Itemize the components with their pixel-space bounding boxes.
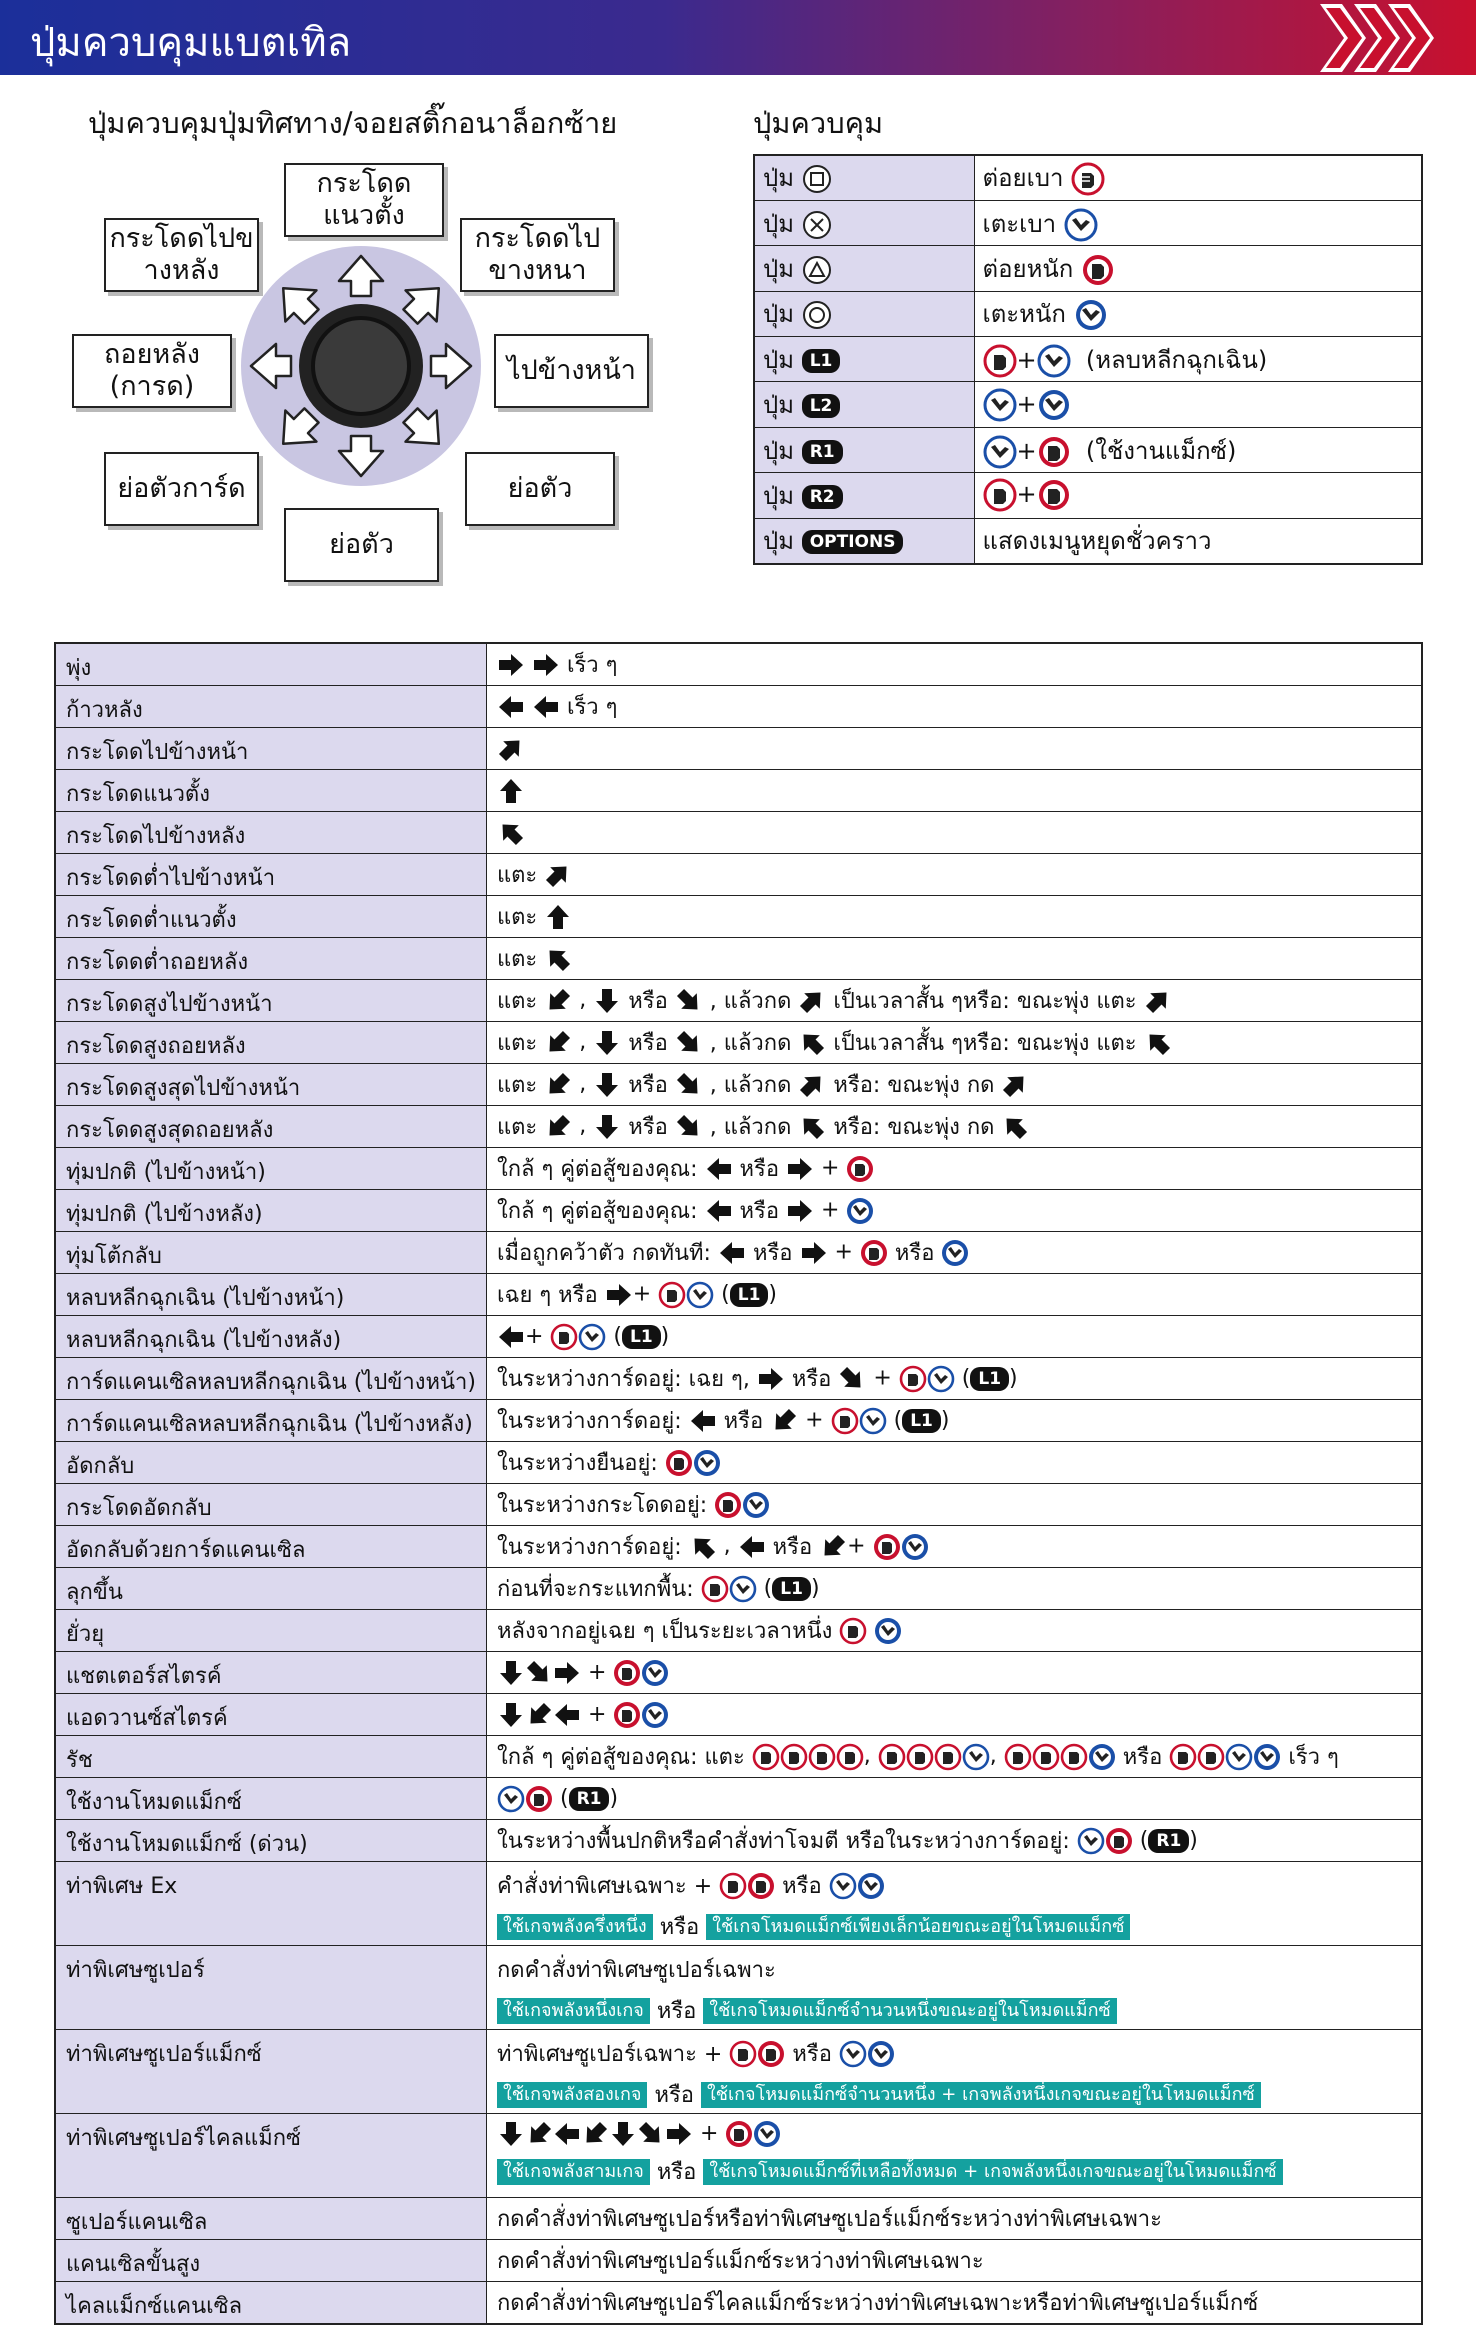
- move-command: ในระหว่างกระโดดอยู่:: [486, 1484, 1422, 1526]
- move-name: ท่าพิเศษซูเปอร์: [55, 1946, 486, 2030]
- table-row: [55, 1148, 1422, 1190]
- table-row: ปุ่ม เตะเบา: [754, 200, 1422, 245]
- arrow-db-icon: [525, 2120, 553, 2148]
- move-name: ท่าพิเศษซูเปอร์ไคลแม็กซ์: [55, 2114, 486, 2198]
- dpad-title: ปุ่มควบคุมปุ่มทิศทาง/จอยสติ๊กอนาล็อกซ้าย: [88, 106, 618, 140]
- hk-icon: [874, 1617, 902, 1645]
- l1-button-icon: L1: [730, 1283, 769, 1307]
- lp-icon: [780, 1743, 808, 1771]
- table-row: [55, 854, 1422, 896]
- arrow-ub-icon: [544, 945, 572, 973]
- arrow-u-icon: [497, 777, 525, 805]
- gauge-tag: ใช้เกจโหมดแม็กซ์จำนวนหนึ่งขณะอยู่ในโหมดแม็กซ์: [703, 1998, 1116, 2024]
- move-name: กระโดดสูงสุดถอยหลัง: [55, 1106, 486, 1148]
- l1-button-icon: L1: [622, 1325, 661, 1349]
- move-command: แตะ , หรือ , แล้วกด เป็นเวลาสั้น ๆหรือ: ขณะพุ่ง แตะ: [486, 1022, 1422, 1064]
- table-row: ปุ่ม OPTIONS แสดงเมนูหยุดชั่วคราว: [754, 518, 1422, 563]
- lp-icon: [899, 1365, 927, 1393]
- buttons-table: [753, 154, 1423, 565]
- arrow-df-icon: [838, 1365, 866, 1393]
- table-row: [55, 1400, 1422, 1442]
- move-command: [486, 812, 1422, 854]
- l1-button-icon: L1: [902, 1409, 941, 1433]
- lp-icon: [808, 1743, 836, 1771]
- gauge-tag: ใช้เกจพลังสามเกจ: [497, 2159, 650, 2185]
- lp-icon: [1197, 1743, 1225, 1771]
- arrow-b-icon: [553, 1701, 581, 1729]
- chevrons-icon: [1320, 4, 1470, 76]
- table-row: [55, 938, 1422, 980]
- arrow-ub-icon: [1144, 1029, 1172, 1057]
- hp-icon: [665, 1449, 693, 1477]
- lp-icon: [831, 1407, 859, 1435]
- arrow-b-icon: [738, 1533, 766, 1561]
- lk-icon: [497, 1785, 525, 1813]
- hp-icon: [725, 2120, 753, 2148]
- move-name: กระโดดต่ำถอยหลัง: [55, 938, 486, 980]
- arrow-db-icon: [770, 1407, 798, 1435]
- joystick-graphic: [240, 245, 482, 491]
- hp-icon: [613, 1701, 641, 1729]
- lk-icon: [983, 435, 1017, 469]
- arrow-ub-icon: [798, 1113, 826, 1141]
- cross-button-icon: [802, 210, 832, 240]
- hp-icon: [1037, 435, 1071, 469]
- arrow-ub-icon: [689, 1533, 717, 1561]
- lp-icon: [1032, 1743, 1060, 1771]
- hk-icon: [1253, 1743, 1281, 1771]
- arrow-df-icon: [525, 1659, 553, 1687]
- table-row: [55, 770, 1422, 812]
- hk-icon: [867, 2040, 895, 2068]
- move-name: แชตเตอร์สไตรค์: [55, 1652, 486, 1694]
- dpad-label-up-back: กระโดดไปข างหลัง: [104, 218, 259, 292]
- move-command: ( R1 ): [486, 1778, 1422, 1820]
- arrow-uf-icon: [798, 987, 826, 1015]
- move-command: เร็ว ๆ: [486, 643, 1422, 686]
- move-command: ก่อนที่จะกระแทกพื้น: ( L1 ): [486, 1568, 1422, 1610]
- hp-icon: [1037, 478, 1071, 512]
- lk-icon: [983, 388, 1017, 422]
- move-name: ลุกขึ้น: [55, 1568, 486, 1610]
- arrow-d-icon: [497, 1701, 525, 1729]
- lp-icon: [729, 2040, 757, 2068]
- buttons-title: ปุ่มควบคุม: [753, 106, 884, 140]
- table-row: [55, 1946, 1422, 2030]
- lk-icon: [1077, 1827, 1105, 1855]
- move-command: ในระหว่างพื้นปกติหรือคำสั่งท่าโจมตี หรือในระหว่างการ์ดอยู่: ( R1 ): [486, 1820, 1422, 1862]
- move-command: แตะ: [486, 938, 1422, 980]
- arrow-db-icon: [544, 1071, 572, 1099]
- options-button-icon: OPTIONS: [802, 530, 904, 554]
- table-row: [55, 2240, 1422, 2282]
- lp-icon: [1060, 1743, 1088, 1771]
- move-command: แตะ , หรือ , แล้วกด หรือ: ขณะพุ่ง กด: [486, 1106, 1422, 1148]
- table-row: [55, 980, 1422, 1022]
- move-command: กดคำสั่งท่าพิเศษซูเปอร์ไคลแม็กซ์ระหว่างท่าพิเศษเฉพาะหรือท่าพิเศษซูเปอร์แม็กซ์: [486, 2282, 1422, 2325]
- move-command: แตะ , หรือ , แล้วกด หรือ: ขณะพุ่ง กด: [486, 1064, 1422, 1106]
- moves-table: [54, 642, 1423, 2325]
- move-command: หลังจากอยู่เฉย ๆ เป็นระยะเวลาหนึ่ง: [486, 1610, 1422, 1652]
- lk-icon: [927, 1365, 955, 1393]
- hp-icon: [1081, 253, 1115, 287]
- table-row: [55, 1190, 1422, 1232]
- square-button-icon: [802, 164, 832, 194]
- lk-icon: [829, 1872, 857, 1900]
- move-command: ท่าพิเศษซูเปอร์เฉพาะ + หรือ ใช้เกจพลังสองเกจ หรือ ใช้เกจโหมดแม็กซ์จำนวนหนึ่ง + เกจพลังหนึ่งเกจขณะอยู่ในโหมดแม็กซ์: [486, 2030, 1422, 2114]
- move-command: กดคำสั่งท่าพิเศษซูเปอร์แม็กซ์ระหว่างท่าพิเศษเฉพาะ: [486, 2240, 1422, 2282]
- arrow-df-icon: [637, 2120, 665, 2148]
- triangle-button-icon: [802, 255, 832, 285]
- table-row: [55, 1610, 1422, 1652]
- move-name: ใช้งานโหมดแม็กซ์ (ด่วน): [55, 1820, 486, 1862]
- move-name: แคนเซิลขั้นสูง: [55, 2240, 486, 2282]
- arrow-d-icon: [609, 2120, 637, 2148]
- hk-icon: [753, 2120, 781, 2148]
- lk-icon: [1037, 344, 1071, 378]
- table-row: [55, 1106, 1422, 1148]
- arrow-db-icon: [525, 1701, 553, 1729]
- arrow-d-icon: [593, 1029, 621, 1057]
- move-command: ในระหว่างการ์ดอยู่: , หรือ +: [486, 1526, 1422, 1568]
- hp-icon: [757, 2040, 785, 2068]
- table-row: [55, 896, 1422, 938]
- lp-icon: [701, 1575, 729, 1603]
- move-name: ก้าวหลัง: [55, 686, 486, 728]
- hp-icon: [873, 1533, 901, 1561]
- arrow-d-icon: [593, 987, 621, 1015]
- move-command: +: [486, 1652, 1422, 1694]
- move-name: หลบหลีกฉุกเฉิน (ไปข้างหลัง): [55, 1316, 486, 1358]
- table-row: [55, 1820, 1422, 1862]
- gauge-tag: ใช้เกจพลังสองเกจ: [497, 2082, 647, 2108]
- arrow-df-icon: [675, 987, 703, 1015]
- hp-icon: [1105, 1827, 1133, 1855]
- arrow-db-icon: [544, 987, 572, 1015]
- gauge-tag: ใช้เกจโหมดแม็กซ์เพียงเล็กน้อยขณะอยู่ในโหมดแม็กซ์: [706, 1914, 1130, 1940]
- arrow-b-icon: [553, 2120, 581, 2148]
- hk-icon: [846, 1197, 874, 1225]
- move-name: ทุ่มโต้กลับ: [55, 1232, 486, 1274]
- move-command: เฉย ๆ หรือ + ( L1 ): [486, 1274, 1422, 1316]
- move-name: กระโดดต่ำไปข้างหน้า: [55, 854, 486, 896]
- table-row: [55, 1568, 1422, 1610]
- hk-icon: [641, 1701, 669, 1729]
- lp-icon: [983, 478, 1017, 512]
- table-row: [55, 1022, 1422, 1064]
- lp-icon: [752, 1743, 780, 1771]
- move-name: กระโดดแนวตั้ง: [55, 770, 486, 812]
- header-banner: [0, 0, 1476, 75]
- arrow-b-icon: [689, 1407, 717, 1435]
- table-row: [55, 643, 1422, 686]
- hp-icon: [525, 1785, 553, 1813]
- arrow-uf-icon: [497, 735, 525, 763]
- lk-icon: [729, 1575, 757, 1603]
- table-row: ปุ่ม L2 +: [754, 382, 1422, 427]
- l1-button-icon: L1: [970, 1367, 1009, 1391]
- arrow-db-icon: [544, 1029, 572, 1057]
- move-name: ทุ่มปกติ (ไปข้างหลัง): [55, 1190, 486, 1232]
- hk-icon: [742, 1491, 770, 1519]
- move-name: พุ่ง: [55, 643, 486, 686]
- arrow-b-icon: [705, 1155, 733, 1183]
- move-name: ซูเปอร์แคนเซิล: [55, 2198, 486, 2240]
- arrow-f-icon: [757, 1365, 785, 1393]
- r1-button-icon: R1: [569, 1787, 610, 1811]
- arrow-f-icon: [786, 1155, 814, 1183]
- move-name: ไคลแม็กซ์แคนเซิล: [55, 2282, 486, 2325]
- hk-icon: [1088, 1743, 1116, 1771]
- move-name: อัดกลับด้วยการ์ดแคนเซิล: [55, 1526, 486, 1568]
- table-row: [55, 686, 1422, 728]
- lk-icon: [686, 1281, 714, 1309]
- arrow-d-icon: [593, 1113, 621, 1141]
- move-name: แอดวานซ์สไตรค์: [55, 1694, 486, 1736]
- arrow-uf-icon: [798, 1071, 826, 1099]
- table-row: ปุ่ม R1 + (ใช้งานแม็กซ์): [754, 427, 1422, 472]
- arrow-uf-icon: [1001, 1071, 1029, 1099]
- move-command: ใกล้ ๆ คู่ต่อสู้ของคุณ: หรือ +: [486, 1148, 1422, 1190]
- move-name: หลบหลีกฉุกเฉิน (ไปข้างหน้า): [55, 1274, 486, 1316]
- arrow-d-icon: [593, 1071, 621, 1099]
- lp-icon: [1169, 1743, 1197, 1771]
- hk-icon: [641, 1659, 669, 1687]
- move-name: ทุ่มปกติ (ไปข้างหน้า): [55, 1148, 486, 1190]
- lk-icon: [1064, 208, 1098, 242]
- move-command: กดคำสั่งท่าพิเศษซูเปอร์หรือท่าพิเศษซูเปอร์แม็กซ์ระหว่างท่าพิเศษเฉพาะ: [486, 2198, 1422, 2240]
- lp-icon: [836, 1743, 864, 1771]
- move-name: การ์ดแคนเซิลหลบหลีกฉุกเฉิน (ไปข้างหลัง): [55, 1400, 486, 1442]
- dpad-label-down: ย่อตัว: [284, 508, 439, 582]
- move-name: กระโดดไปข้างหน้า: [55, 728, 486, 770]
- dpad-label-down-back: ย่อตัวการ์ด: [104, 452, 259, 526]
- lk-icon: [962, 1743, 990, 1771]
- lp-icon: [658, 1281, 686, 1309]
- table-row: ปุ่ม ต่อยเบา: [754, 155, 1422, 200]
- move-command: ในระหว่างการ์ดอยู่: หรือ + ( L1 ): [486, 1400, 1422, 1442]
- arrow-b-icon: [497, 1323, 525, 1351]
- lk-icon: [859, 1407, 887, 1435]
- arrow-df-icon: [675, 1113, 703, 1141]
- table-row: [55, 1652, 1422, 1694]
- move-name: ยั่วยุ: [55, 1610, 486, 1652]
- move-name: กระโดดสูงไปข้างหน้า: [55, 980, 486, 1022]
- move-name: ท่าพิเศษ Ex: [55, 1862, 486, 1946]
- circle-button-icon: [802, 300, 832, 330]
- arrow-d-icon: [497, 1659, 525, 1687]
- hk-icon: [1037, 388, 1071, 422]
- arrow-f-icon: [786, 1197, 814, 1225]
- hk-icon: [1074, 298, 1108, 332]
- arrow-db-icon: [581, 2120, 609, 2148]
- arrow-ub-icon: [497, 819, 525, 847]
- arrow-b-icon: [718, 1239, 746, 1267]
- move-command: ในระหว่างยืนอยู่:: [486, 1442, 1422, 1484]
- move-name: รัช: [55, 1736, 486, 1778]
- lk-icon: [578, 1323, 606, 1351]
- move-name: การ์ดแคนเซิลหลบหลีกฉุกเฉิน (ไปข้างหน้า): [55, 1358, 486, 1400]
- dpad-label-forward: ไปข้างหน้า: [494, 334, 649, 408]
- arrow-b-icon: [532, 693, 560, 721]
- gauge-tag: ใช้เกจโหมดแม็กซ์จำนวนหนึ่ง + เกจพลังหนึ่งเกจขณะอยู่ในโหมดแม็กซ์: [701, 2082, 1261, 2108]
- lp-icon: [906, 1743, 934, 1771]
- table-row: [55, 1232, 1422, 1274]
- table-row: [55, 2282, 1422, 2325]
- hk-icon: [901, 1533, 929, 1561]
- table-row: [55, 1484, 1422, 1526]
- gauge-tag: ใช้เกจพลังครึ่งหนึ่ง: [497, 1914, 653, 1940]
- table-row: [55, 1862, 1422, 1946]
- move-command: [486, 728, 1422, 770]
- move-name: ท่าพิเศษซูเปอร์แม็กซ์: [55, 2030, 486, 2114]
- move-command: เมื่อถูกคว้าตัว กดทันที: หรือ + หรือ: [486, 1232, 1422, 1274]
- table-row: [55, 1736, 1422, 1778]
- hp-icon: [714, 1491, 742, 1519]
- hk-icon: [941, 1239, 969, 1267]
- move-command: + ( L1 ): [486, 1316, 1422, 1358]
- r1-button-icon: R1: [1148, 1829, 1189, 1853]
- arrow-b-icon: [705, 1197, 733, 1225]
- table-row: [55, 1526, 1422, 1568]
- table-row: ปุ่ม เตะหนัก: [754, 291, 1422, 336]
- move-command: ในระหว่างการ์ดอยู่: เฉย ๆ, หรือ + ( L1 ): [486, 1358, 1422, 1400]
- move-command: กดคำสั่งท่าพิเศษซูเปอร์เฉพาะ ใช้เกจพลังหนึ่งเกจ หรือ ใช้เกจโหมดแม็กซ์จำนวนหนึ่งขณะอยู่ในโหมดแม็กซ์: [486, 1946, 1422, 2030]
- move-command: คำสั่งท่าพิเศษเฉพาะ + หรือ ใช้เกจพลังครึ่งหนึ่ง หรือ ใช้เกจโหมดแม็กซ์เพียงเล็กน้อยขณะอยู่ในโหมดแม็กซ์: [486, 1862, 1422, 1946]
- dpad-label-up: กระโดด แนวตั้ง: [284, 163, 444, 237]
- arrow-u-icon: [544, 903, 572, 931]
- r2-button-icon: R2: [802, 485, 843, 509]
- lp-icon: [550, 1323, 578, 1351]
- arrow-f-icon: [532, 651, 560, 679]
- table-row: [55, 2030, 1422, 2114]
- move-name: กระโดดสูงถอยหลัง: [55, 1022, 486, 1064]
- move-command: ใกล้ ๆ คู่ต่อสู้ของคุณ: หรือ +: [486, 1190, 1422, 1232]
- table-row: [55, 812, 1422, 854]
- move-name: ใช้งานโหมดแม็กซ์: [55, 1778, 486, 1820]
- r1-button-icon: R1: [802, 440, 843, 464]
- move-name: อัดกลับ: [55, 1442, 486, 1484]
- table-row: ปุ่ม ต่อยหนัก: [754, 246, 1422, 291]
- arrow-d-icon: [497, 2120, 525, 2148]
- hp-icon: [860, 1239, 888, 1267]
- table-row: [55, 2114, 1422, 2198]
- lk-icon: [839, 2040, 867, 2068]
- table-row: ปุ่ม R2 +: [754, 473, 1422, 518]
- arrow-ub-icon: [798, 1029, 826, 1057]
- lp-icon: [1004, 1743, 1032, 1771]
- dpad-label-up-forward: กระโดดไป ขางหนา: [460, 218, 615, 292]
- arrow-df-icon: [675, 1029, 703, 1057]
- dpad-label-down-forward: ย่อตัว: [465, 452, 615, 526]
- arrow-f-icon: [800, 1239, 828, 1267]
- arrow-f-icon: [497, 651, 525, 679]
- hp-icon: [846, 1155, 874, 1183]
- lk-icon: [1225, 1743, 1253, 1771]
- lp-icon: [878, 1743, 906, 1771]
- hk-icon: [693, 1449, 721, 1477]
- arrow-db-icon: [819, 1533, 847, 1561]
- move-command: ใกล้ ๆ คู่ต่อสู้ของคุณ: แตะ , , หรือ เร็ว ๆ: [486, 1736, 1422, 1778]
- lp-icon: [934, 1743, 962, 1771]
- table-row: [55, 1316, 1422, 1358]
- l1-button-icon: L1: [802, 349, 841, 373]
- l2-button-icon: L2: [802, 394, 841, 418]
- move-name: กระโดดสูงสุดไปข้างหน้า: [55, 1064, 486, 1106]
- table-row: [55, 2198, 1422, 2240]
- move-command: +: [486, 1694, 1422, 1736]
- gauge-tag: ใช้เกจพลังหนึ่งเกจ: [497, 1998, 650, 2024]
- arrow-df-icon: [675, 1071, 703, 1099]
- table-row: [55, 1274, 1422, 1316]
- table-row: [55, 1358, 1422, 1400]
- arrow-uf-icon: [544, 861, 572, 889]
- hp-icon: [613, 1659, 641, 1687]
- table-row: [55, 1442, 1422, 1484]
- table-row: [55, 1694, 1422, 1736]
- move-command: แตะ , หรือ , แล้วกด เป็นเวลาสั้น ๆหรือ: ขณะพุ่ง แตะ: [486, 980, 1422, 1022]
- arrow-uf-icon: [1144, 987, 1172, 1015]
- table-row: [55, 1064, 1422, 1106]
- lp-icon: [1071, 162, 1105, 196]
- hk-icon: [857, 1872, 885, 1900]
- move-name: กระโดดไปข้างหลัง: [55, 812, 486, 854]
- page-title: ปุ่มควบคุมแบตเทิล: [30, 20, 352, 66]
- l1-button-icon: L1: [772, 1577, 811, 1601]
- table-row: [55, 728, 1422, 770]
- arrow-f-icon: [665, 2120, 693, 2148]
- arrow-f-icon: [605, 1281, 633, 1309]
- move-command: + ใช้เกจพลังสามเกจ หรือ ใช้เกจโหมดแม็กซ์ที่เหลือทั้งหมด + เกจพลังหนึ่งเกจขณะอยู่ในโหมดแม็กซ์: [486, 2114, 1422, 2198]
- arrow-ub-icon: [1001, 1113, 1029, 1141]
- move-command: แตะ: [486, 896, 1422, 938]
- arrow-f-icon: [553, 1659, 581, 1687]
- lp-icon: [839, 1617, 867, 1645]
- move-name: กระโดดต่ำแนวตั้ง: [55, 896, 486, 938]
- move-command: เร็ว ๆ: [486, 686, 1422, 728]
- lp-icon: [983, 344, 1017, 378]
- gauge-tag: ใช้เกจโหมดแม็กซ์ที่เหลือทั้งหมด + เกจพลังหนึ่งเกจขณะอยู่ในโหมดแม็กซ์: [703, 2159, 1282, 2185]
- move-command: แตะ: [486, 854, 1422, 896]
- lp-icon: [719, 1872, 747, 1900]
- arrow-b-icon: [497, 693, 525, 721]
- move-command: [486, 770, 1422, 812]
- hp-icon: [747, 1872, 775, 1900]
- table-row: [55, 1778, 1422, 1820]
- arrow-db-icon: [544, 1113, 572, 1141]
- dpad-label-back: ถอยหลัง (การด): [72, 334, 232, 408]
- move-name: กระโดดอัดกลับ: [55, 1484, 486, 1526]
- table-row: ปุ่ม L1 + (หลบหลีกฉุกเฉิน): [754, 337, 1422, 382]
